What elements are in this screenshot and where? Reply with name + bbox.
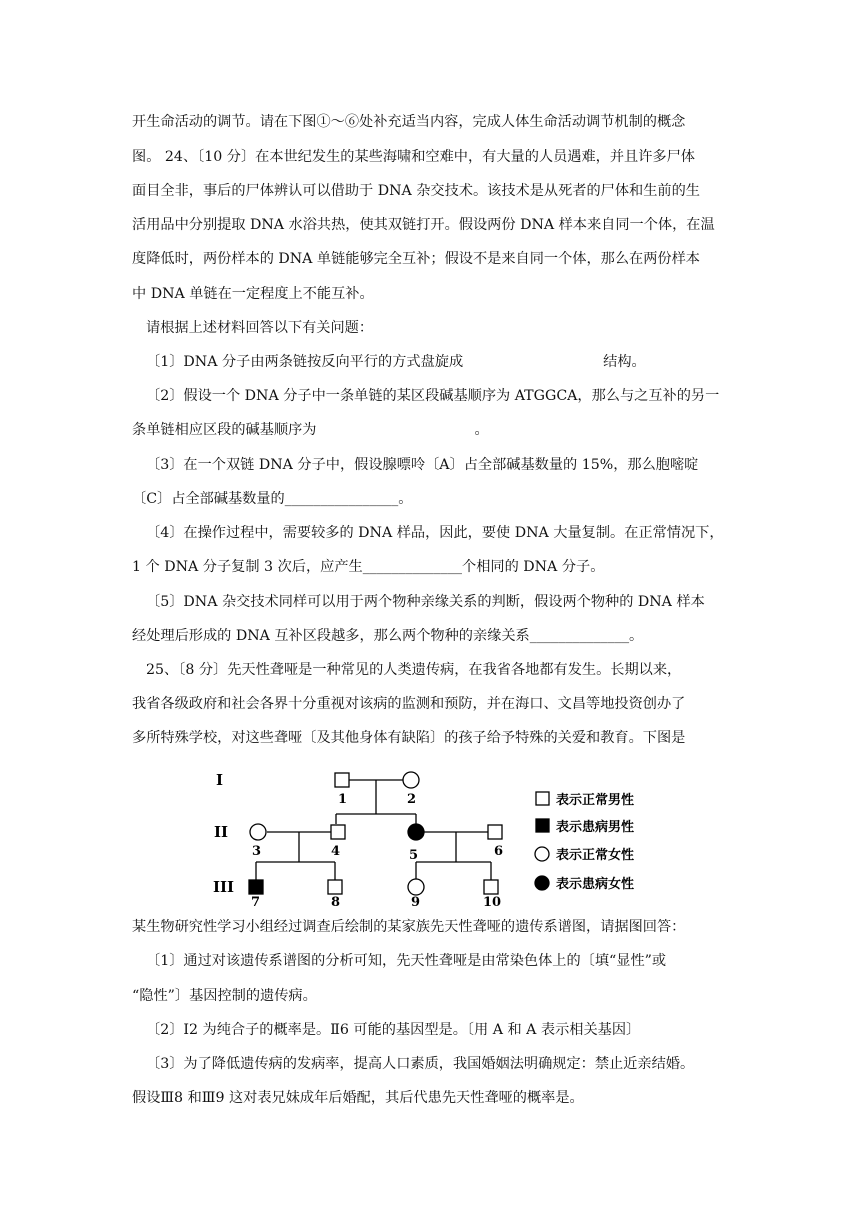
individual-number: 3: [252, 844, 262, 859]
legend-affected-female-symbol: [535, 876, 549, 890]
individual-number: 2: [407, 792, 417, 807]
sub-question-5-cont: 经处理后形成的 DNA 互补区段越多，那么两个物种的亲缘关系______________。: [132, 628, 644, 644]
pedigree-chart: [210, 764, 650, 906]
generation-label: II: [214, 823, 229, 841]
individual-1-normal-male: [335, 773, 349, 787]
sub-question-1-cont: “隐性”〕基因控制的遗传病。: [132, 988, 317, 1004]
individual-2-normal-female: [403, 772, 419, 788]
sub-question-4-cont: 1 个 DNA 分子复制 3 次后，应产生______________个相同的 DNA 分子。: [132, 559, 605, 575]
paragraph-line: 面目全非，事后的尸体辨认可以借助于 DNA 杂交技术。该技术是从死者的尸体和生前的生: [132, 183, 700, 199]
individual-number: 10: [483, 895, 502, 906]
sub-question-5: 〔5〕DNA 杂交技术同样可以用于两个物种亲缘关系的判断，假设两个物种的 DNA 样本: [146, 594, 705, 610]
paragraph-line: 活用品中分别提取 DNA 水浴共热，使其双链打开。假设两份 DNA 样本来自同一个体，在温: [132, 217, 715, 233]
individual-5-affected-female: [408, 824, 424, 840]
individual-number: 5: [409, 848, 419, 863]
legend-label: 表示患病男性: [556, 820, 635, 835]
legend-affected-male-symbol: [536, 819, 549, 832]
generation-label: I: [216, 771, 224, 789]
paragraph-line: 开生命活动的调节。请在下图①～⑥处补充适当内容，完成人体生命活动调节机制的概念: [132, 114, 686, 130]
question-text: 结构。: [603, 354, 646, 370]
sub-question-3: 〔3〕在一个双链 DNA 分子中，假设腺嘌呤〔A〕占全部碱基数量的 15%，那么胞嘧啶: [146, 457, 699, 473]
individual-10-normal-male: [484, 880, 498, 894]
individual-6-normal-male: [488, 825, 502, 839]
sub-question-2-cont: [132, 420, 489, 440]
individual-7-affected-male: [249, 880, 263, 894]
sub-question-4: 〔4〕在操作过程中，需要较多的 DNA 样品，因此，要使 DNA 大量复制。在正常情况下，: [146, 525, 724, 541]
individual-9-normal-female: [408, 879, 424, 895]
sub-question-2: 〔2〕假设一个 DNA 分子中一条单链的某区段碱基顺序为 ATGGCA，那么与之互补的另一: [146, 388, 720, 404]
legend-label: 表示正常女性: [556, 848, 635, 863]
sub-question-1: [146, 352, 646, 372]
individual-number: 6: [494, 844, 504, 859]
question-text: 。: [474, 422, 489, 438]
paragraph-line: 中 DNA 单链在一定程度上不能互补。: [132, 286, 374, 302]
individual-number: 7: [251, 895, 261, 906]
question-24-line: 图。 24、〔10 分〕在本世纪发生的某些海啸和空难中，有大量的人员遇难，并且许多尸体: [132, 149, 695, 165]
question-25-line: 25、〔8 分〕先天性聋哑是一种常见的人类遗传病，在我省各地都有发生。长期以来，: [146, 662, 682, 678]
question-text: 条单链相应区段的碱基顺序为: [132, 422, 317, 438]
legend-normal-female-symbol: [535, 847, 549, 861]
individual-8-normal-male: [328, 880, 342, 894]
individual-number: 8: [331, 895, 341, 906]
legend-label: 表示正常男性: [556, 793, 635, 808]
paragraph-line: 度降低时，两份样本的 DNA 单链能够完全互补；假设不是来自同一个体，那么在两份样本: [132, 251, 700, 267]
paragraph-line: 多所特殊学校，对这些聋哑〔及其他身体有缺陷〕的孩子给予特殊的关爱和教育。下图是: [132, 730, 686, 746]
paragraph-line: 某生物研究性学习小组经过调查后绘制的某家族先天性聋哑的遗传系谱图，请据图回答：: [132, 919, 686, 935]
sub-question-1: 〔1〕通过对该遗传系谱图的分析可知，先天性聋哑是由常染色体上的〔填“显性”或: [146, 953, 667, 969]
question-text: 〔1〕DNA 分子由两条链按反向平行的方式盘旋成: [146, 354, 464, 370]
individual-number: 4: [331, 844, 341, 859]
individual-number: 1: [338, 792, 348, 807]
generation-label: III: [213, 878, 235, 896]
legend-normal-male-symbol: [536, 792, 549, 805]
individual-3-normal-female: [250, 824, 266, 840]
sub-question-3-cont: 假设Ⅲ8 和Ⅲ9 这对表兄妹成年后婚配，其后代患先天性聋哑的概率是。: [132, 1090, 584, 1106]
legend-label: 表示患病女性: [556, 877, 635, 892]
sub-question-2: 〔2〕Ⅰ2 为纯合子的概率是。Ⅱ6 可能的基因型是。〔用 A 和 A 表示相关基因〕: [146, 1022, 641, 1038]
individual-number: 9: [411, 895, 421, 906]
paragraph-line: 我省各级政府和社会各界十分重视对该病的监测和预防，并在海口、文昌等地投资创办了: [132, 696, 686, 712]
individual-4-normal-male: [331, 825, 345, 839]
instruction-line: 请根据上述材料回答以下有关问题：: [146, 320, 374, 336]
sub-question-3: 〔3〕为了降低遗传病的发病率，提高人口素质，我国婚姻法明确规定：禁止近亲结婚。: [146, 1056, 695, 1072]
sub-question-3-cont: 〔C〕占全部碱基数量的________________。: [132, 491, 413, 507]
